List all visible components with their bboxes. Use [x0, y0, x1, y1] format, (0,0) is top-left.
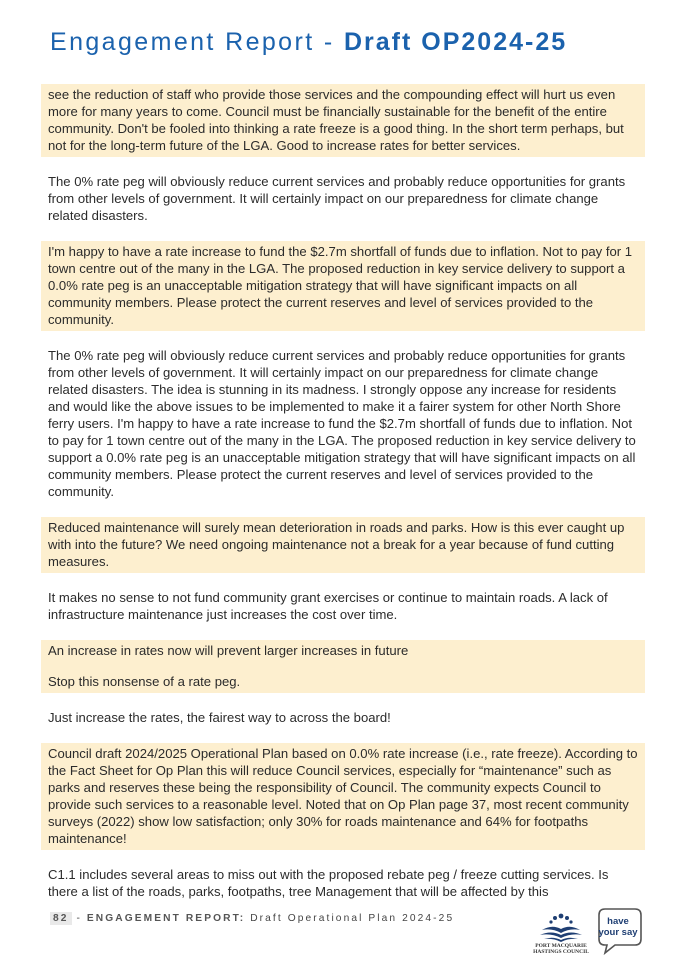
response-11: C1.1 includes several areas to miss out with the proposed rebate peg / freeze cutting services. Is there a list of the roads, parks, footpaths, tree Management that will be affected by this	[48, 867, 609, 899]
response-9: Just increase the rates, the fairest way to across the board!	[48, 710, 391, 725]
have-your-say-line-1: have	[607, 916, 629, 927]
council-emblem-icon	[528, 908, 594, 944]
footer-separator: -	[71, 913, 87, 924]
have-your-say-badge	[597, 907, 643, 955]
response-1: see the reduction of staff who provide those services and the compounding effect will hurt us even more for many years to come. Council must be financially sustainable for the benefit of the entire community. Don't be fooled into thinking a rate freeze is a good thing. In the short term perhaps, but not for the long-term future of the LGA. Good to increase rates for better services.	[41, 84, 645, 157]
footer-doc-title: Draft Operational Plan 2024-25	[245, 913, 455, 924]
response-2: The 0% rate peg will obviously reduce current services and probably reduce opportunities for grants from other levels of government. It will certainly impact on our preparedness for climate change related disasters.	[48, 174, 626, 223]
page-number: 82	[50, 912, 72, 925]
page-footer	[50, 913, 454, 924]
logo-line-1: PORT MACQUARIE	[535, 943, 587, 949]
logo-line-2: HASTINGS COUNCIL	[533, 949, 589, 955]
page-title	[50, 28, 650, 57]
council-logo	[528, 908, 594, 958]
footer-report-label: ENGAGEMENT REPORT:	[86, 913, 246, 924]
title-bold: Draft OP2024-25	[343, 28, 568, 56]
response-8: Stop this nonsense of a rate peg.	[41, 671, 645, 693]
response-6: It makes no sense to not fund community grant exercises or continue to maintain roads. A lack of infrastructure maintenance just increases the cost over time.	[48, 590, 608, 622]
response-4: The 0% rate peg will obviously reduce current services and probably reduce opportunities for grants from other levels of government. It will certainly impact on our preparedness for climate change related disasters. The idea is stunning in its madness. I strongly oppose any increase for residents and would like the above issues to be implemented to make it a fairer system for other North Shore ferry users. I'm happy to have a rate increase to fund the $2.7m shortfall of funds due to inflation. Not to pay for 1 town centre out of the many in the LGA. The proposed reduction in key service delivery to support a 0.0% rate peg is an unacceptable mitigation strategy that will have significant impacts on all community members. Please protect the current reserves and level of services provided to the community.	[48, 348, 636, 499]
title-prefix: Engagement Report -	[50, 28, 344, 56]
response-5: Reduced maintenance will surely mean deterioration in roads and parks. How is this ever caught up with into the future? We need ongoing maintenance not a break for a year because of fund cutting measures.	[41, 517, 645, 573]
response-3: I'm happy to have a rate increase to fund the $2.7m shortfall of funds due to inflation. Not to pay for 1 town centre out of the many in the LGA. The proposed reduction in key service delivery to support a 0.0% rate peg is an unacceptable mitigation strategy that will have significant impacts on all community members. Please protect the current reserves and level of services provided to the community.	[41, 241, 645, 331]
have-your-say-line-2: your say	[598, 927, 638, 938]
responses-list	[41, 84, 645, 917]
response-10: Council draft 2024/2025 Operational Plan based on 0.0% rate increase (i.e., rate freeze). According to the Fact Sheet for Op Plan this will reduce Council services, especially for “maintenance” such as parks and reserves these being the responsibility of Council. The community expects Council to provide such services to a reasonable level. Noted that on Op Plan page 37, most recent community surveys (2022) show low satisfaction; only 30% for roads maintenance and 64% for footpaths maintenance!	[41, 743, 645, 850]
response-7: An increase in rates now will prevent larger increases in future	[41, 640, 645, 671]
